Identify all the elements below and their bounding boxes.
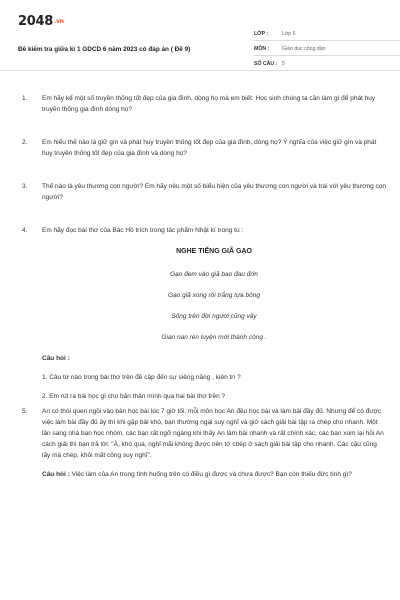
logo-suffix: .vn xyxy=(53,18,64,25)
question-text: Thế nào là yêu thương con người? Em hãy nêu một số biểu hiện của yêu thương con người và trái với yêu thương con người? xyxy=(42,183,386,201)
poem-line: Gạo giã xong rồi trắng tựa bông xyxy=(168,292,260,299)
header xyxy=(18,14,386,67)
question-number: 2. xyxy=(22,139,28,146)
question-number: 1. xyxy=(22,95,28,102)
meta-value: Giáo dục công dân xyxy=(282,46,326,52)
question-text: Em hãy đọc bài thơ của Bác Hồ trích trong tác phẩm Nhật kí trong tù : xyxy=(42,227,244,234)
subquestion-item: 1. Câu từ nào trong bài thơ trên đề cập đến sự siêng năng , kiên trì ? xyxy=(42,374,241,381)
logo-main: 2048 xyxy=(18,14,53,29)
question-text: An có thói quen ngồi vào bàn học bài lúc 7 giờ tối, mỗi môn học An đều học bài và làm bài đầy đủ. Nhưng để có được việc làm bài đầy đủ ấy thì khi gặp bài khó, bạn thường ngại suy nghĩ và giở sách giải bài tập ra chép cho nhanh. Một lần sang nhà bạn học nhóm, các bạn rất ngỡ ngàng khi thấy An làm bài nhanh và rất chính xác, các bạn xúm lại hỏi An cách giải thì bạn trả lời: "À, khó quá, nghĩ mãi không được nên tớ chép ở sách giải bài tập cho nhanh. Các cậu cũng lấy mà chép, khỏi mất công suy nghĩ". xyxy=(42,408,384,459)
subquestion-text: Việc làm của An trong tình huống trên có điều gì được và chưa được? Bạn còn thiếu đức tính gì? xyxy=(69,471,352,478)
meta-table xyxy=(254,28,400,71)
meta-key: MÔN : xyxy=(254,46,270,52)
question-5-subquestion xyxy=(42,469,386,480)
meta-value: 5 xyxy=(282,61,285,67)
poem-line: Gạo đem vào giã bao đau đớn xyxy=(170,271,258,278)
subquestion-label: Câu hỏi : xyxy=(42,355,70,362)
poem xyxy=(42,246,386,343)
question-text: Em hiểu thế nào là giữ gìn và phát huy truyền thống tốt đẹp của gia đình, dòng họ? Ý nghĩa của việc giữ gìn và phát huy truyền thống tốt đẹp của gia đình và dòng họ? xyxy=(42,139,377,157)
question-text: Em hãy kể một số truyền thống tốt đẹp của gia đình, dòng họ mà em biết. Học sinh chúng ta cần làm gì để phát huy truyền thống gia đình dòng họ? xyxy=(42,95,376,113)
poem-line: Sống trên đời người cũng vậy xyxy=(171,313,257,320)
question-2 xyxy=(16,137,386,159)
question-number: 5. xyxy=(22,408,28,415)
subquestion-item: 2. Em rút ra bài học gì cho bản thân mình qua hai bài thơ trên ? xyxy=(42,393,226,400)
meta-row-subject xyxy=(254,43,400,56)
meta-value: Lớp 6 xyxy=(282,31,296,37)
question-5 xyxy=(16,406,386,480)
document-title: Đề kiểm tra giữa kì 1 GDCD 6 năm 2023 có đáp án ( Đề 9) xyxy=(18,46,191,53)
question-4-subquestions xyxy=(42,353,386,402)
meta-row-class xyxy=(254,28,400,41)
poem-title: NGHE TIẾNG GIÃ GẠO xyxy=(176,248,252,255)
question-number: 4. xyxy=(22,227,28,234)
header-divider xyxy=(0,70,400,71)
question-number: 3. xyxy=(22,183,28,190)
subquestion-label: Câu hỏi : xyxy=(42,471,70,478)
question-4 xyxy=(16,225,386,402)
meta-key: SỐ CÂU : xyxy=(254,61,278,67)
meta-key: LỚP : xyxy=(254,31,269,37)
site-logo[interactable] xyxy=(18,14,64,29)
poem-line: Gian nan rèn luyện mới thành công . xyxy=(161,334,267,341)
question-3 xyxy=(16,181,386,203)
question-1 xyxy=(16,93,386,115)
